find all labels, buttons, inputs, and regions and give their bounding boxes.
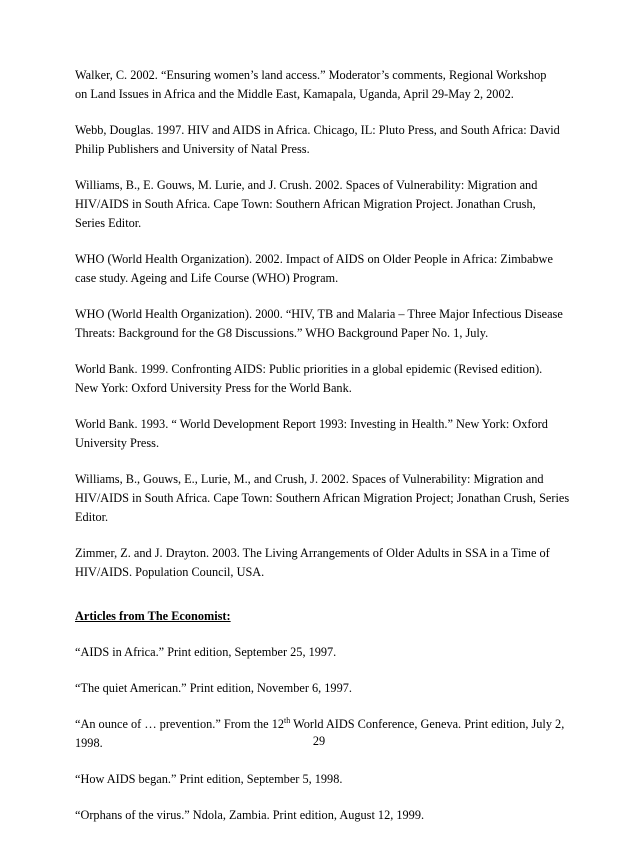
article-entry xyxy=(75,806,575,825)
reference-line: New York: Oxford University Press for the World Bank. xyxy=(75,381,352,395)
reference-entry xyxy=(75,360,575,398)
reference-line: University Press. xyxy=(75,436,160,450)
reference-line: Series Editor. xyxy=(75,216,142,230)
reference-line: WHO (World Health Organization). 2000. “HIV, TB and Malaria – Three Major Infectious Disease xyxy=(75,307,563,321)
reference-entry xyxy=(75,544,575,582)
reference-entry xyxy=(75,121,575,159)
reference-entry xyxy=(75,470,575,527)
article-line: “The quiet American.” Print edition, November 6, 1997. xyxy=(75,681,352,695)
article-text: “An ounce of … prevention.” From the 12 xyxy=(75,717,284,731)
article-line: “Orphans of the virus.” Ndola, Zambia. Print edition, August 12, 1999. xyxy=(75,808,425,822)
reference-line: Williams, B., Gouws, E., Lurie, M., and Crush, J. 2002. Spaces of Vulnerability: Migration and xyxy=(75,472,544,486)
reference-line: HIV/AIDS in South Africa. Cape Town: Southern African Migration Project; Jonathan Crush, Series xyxy=(75,491,570,505)
reference-line: case study. Ageing and Life Course (WHO) Program. xyxy=(75,271,339,285)
article-entry xyxy=(75,679,575,698)
reference-entry xyxy=(75,66,575,104)
article-line xyxy=(75,715,575,734)
article-entry xyxy=(75,643,575,662)
page-number: 29 xyxy=(312,734,326,748)
article-entry xyxy=(75,770,575,789)
reference-line: on Land Issues in Africa and the Middle East, Kamapala, Uganda, April 29-May 2, 2002. xyxy=(75,87,514,101)
article-line: 1998. xyxy=(75,736,103,750)
reference-line: Walker, C. 2002. “Ensuring women’s land access.” Moderator’s comments, Regional Workshop xyxy=(75,68,547,82)
section-heading: Articles from The Economist: xyxy=(75,609,231,623)
page-content xyxy=(75,66,575,842)
article-line: “How AIDS began.” Print edition, September 5, 1998. xyxy=(75,772,343,786)
reference-entry xyxy=(75,305,575,343)
reference-entry xyxy=(75,176,575,233)
article-line: “AIDS in Africa.” Print edition, September 25, 1997. xyxy=(75,645,337,659)
reference-line: HIV/AIDS. Population Council, USA. xyxy=(75,565,265,579)
reference-entry xyxy=(75,250,575,288)
reference-line: Zimmer, Z. and J. Drayton. 2003. The Living Arrangements of Older Adults in SSA in a Time of xyxy=(75,546,550,560)
reference-line: Editor. xyxy=(75,510,109,524)
ordinal-superscript: th xyxy=(284,715,291,725)
reference-line: World Bank. 1999. Confronting AIDS: Public priorities in a global epidemic (Revised edition). xyxy=(75,362,543,376)
reference-entry xyxy=(75,415,575,453)
reference-line: Williams, B., E. Gouws, M. Lurie, and J. Crush. 2002. Spaces of Vulnerability: Migration and xyxy=(75,178,538,192)
reference-line: HIV/AIDS in South Africa. Cape Town: Southern African Migration Project. Jonathan Crush, xyxy=(75,197,536,211)
reference-line: Webb, Douglas. 1997. HIV and AIDS in Africa. Chicago, IL: Pluto Press, and South Africa: David xyxy=(75,123,560,137)
article-text: World AIDS Conference, Geneva. Print edition, July 2, xyxy=(290,717,565,731)
reference-line: Threats: Background for the G8 Discussions.” WHO Background Paper No. 1, July. xyxy=(75,326,489,340)
reference-line: Philip Publishers and University of Natal Press. xyxy=(75,142,310,156)
reference-line: WHO (World Health Organization). 2002. Impact of AIDS on Older People in Africa: Zimbabwe xyxy=(75,252,553,266)
reference-line: World Bank. 1993. “ World Development Report 1993: Investing in Health.” New York: Oxford xyxy=(75,417,548,431)
